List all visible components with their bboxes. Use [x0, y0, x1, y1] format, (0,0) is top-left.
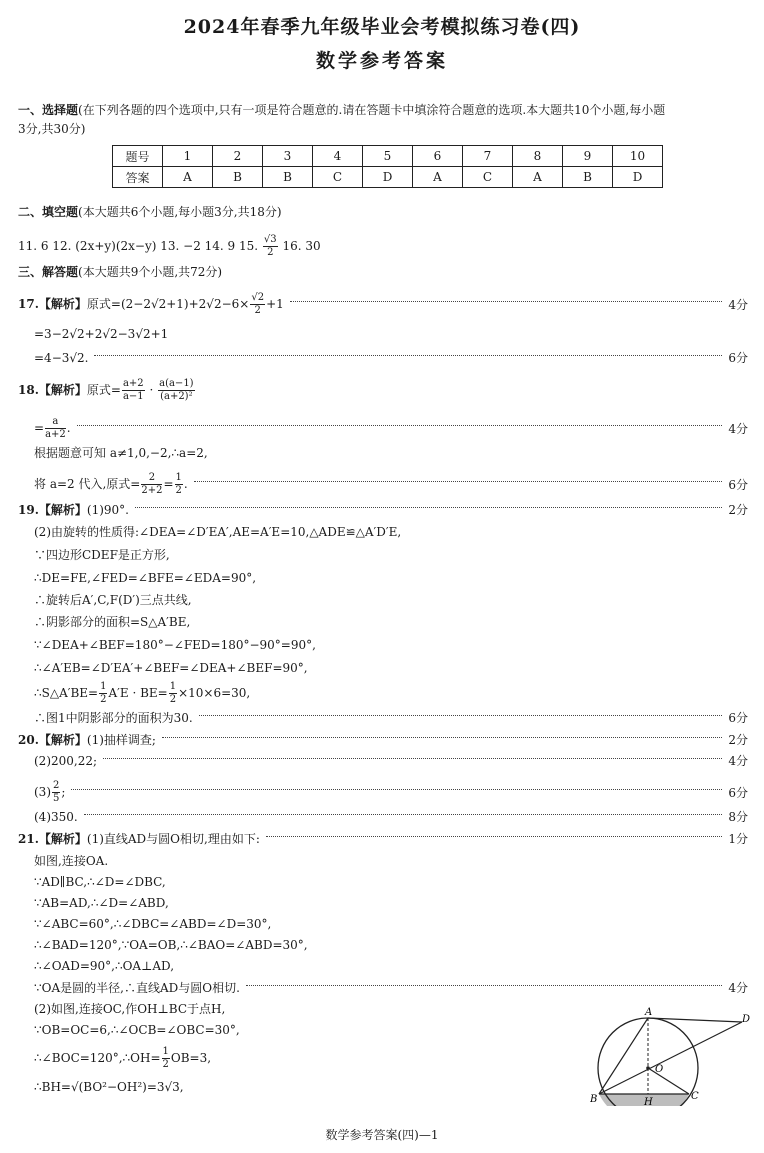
- q20-text: (2)200,22;: [34, 754, 98, 768]
- section1-heading: 一、选择题: [18, 103, 79, 117]
- answer-table-answer-row: [113, 167, 663, 188]
- fraction: [122, 378, 145, 403]
- table-cell: C: [313, 167, 363, 188]
- table-cell: 1: [163, 146, 213, 167]
- label-d: D: [742, 1014, 751, 1025]
- fraction-num: a+2: [122, 378, 144, 389]
- q17-text: +1: [266, 297, 284, 311]
- q17-line-2: =3−2√2+2√2−3√2+1: [34, 327, 169, 341]
- q19-line-5: ∴旋转后A′,C,F(D′)三点共线,: [34, 593, 192, 607]
- table-cell: B: [263, 167, 313, 188]
- q19-line-3: ∵四边形CDEF是正方形,: [34, 548, 170, 562]
- section3-heading-line: [18, 263, 748, 281]
- fraction-num: 1: [100, 681, 107, 692]
- table-cell: 7: [463, 146, 513, 167]
- q18-text: 原式=: [86, 383, 121, 397]
- table-cell: 5: [363, 146, 413, 167]
- page-subtitle: 数学参考答案: [315, 50, 448, 72]
- q19-line-4: ∴DE=FE,∠FED=∠BFE=∠EDA=90°,: [34, 571, 257, 585]
- table-cell: 8: [513, 146, 563, 167]
- label-c: C: [691, 1091, 699, 1102]
- circle-tangent-figure: [590, 1006, 754, 1106]
- q20-text: (4)350.: [34, 810, 78, 824]
- page-title: 2024年春季九年级毕业会考模拟练习卷(四): [183, 16, 581, 38]
- section2-answers: [18, 234, 748, 259]
- q20-text: ;: [61, 785, 66, 799]
- page-footer: 数学参考答案(四)—1: [325, 1128, 439, 1142]
- fraction-num: 2: [53, 780, 60, 791]
- score: 8分: [728, 810, 748, 824]
- fraction: [250, 292, 265, 317]
- q21-text: OB=3,: [170, 1051, 212, 1065]
- q18-text: =: [34, 421, 45, 435]
- section3-note: (本大题共9个小题,共72分): [78, 265, 223, 279]
- table-label-answer: 答案: [113, 167, 163, 188]
- leader-dots: [94, 355, 722, 356]
- section1-note-2: 3分,共30分): [18, 122, 86, 136]
- fraction: [175, 472, 183, 497]
- q17-label: 17.【解析】: [18, 297, 87, 311]
- leader-dots: [135, 507, 722, 508]
- q21-line-9: (2)如图,连接OC,作OH⊥BC于点H,: [34, 1002, 226, 1016]
- fraction-num: 1: [169, 681, 177, 692]
- q18-line-3: 根据题意可知 a≠1,0,−2,∴a=2,: [34, 446, 208, 460]
- q19-line-2: (2)由旋转的性质得:∠DEA=∠D′EA′,AE=A′E=10,△ADE≌△A′D′E,: [34, 525, 402, 539]
- fraction-num: √2: [251, 292, 265, 303]
- fraction-den: 5: [53, 793, 60, 804]
- fraction-den: 2: [254, 305, 261, 316]
- leader-dots: [199, 715, 723, 716]
- label-o: O: [655, 1064, 664, 1075]
- table-cell: A: [163, 167, 213, 188]
- fraction-den: 2: [162, 1059, 169, 1070]
- q18-text: ·: [145, 383, 158, 397]
- fraction-den: 2+2: [141, 485, 163, 496]
- q19-text: ∴S△A′BE=: [34, 686, 99, 700]
- table-label-number: 题号: [113, 146, 163, 167]
- q17-text: 原式=(2−2√2+1)+2√2−6×: [86, 297, 250, 311]
- q20-text: (3): [34, 785, 51, 799]
- leader-dots: [103, 758, 722, 759]
- fraction: [162, 1046, 170, 1071]
- q21-line-7: ∴∠OAD=90°,∴OA⊥AD,: [34, 959, 175, 973]
- table-cell: 4: [313, 146, 363, 167]
- q20-line-3: [34, 780, 748, 805]
- q21-line-1: [18, 830, 748, 848]
- line-bd: [599, 1022, 742, 1094]
- q20-line-4: [34, 808, 748, 826]
- leader-dots: [71, 789, 722, 790]
- q20-line-1: [18, 731, 748, 749]
- leader-dots: [77, 425, 723, 426]
- q21-label: 21.【解析】: [18, 832, 87, 846]
- q19-line-6: ∴阴影部分的面积=S△A′BE,: [34, 615, 191, 629]
- label-b: B: [590, 1094, 598, 1105]
- fraction-den: 2: [100, 694, 107, 705]
- score: 4分: [728, 297, 748, 312]
- q19-label: 19.【解析】: [18, 503, 87, 517]
- fraction: [158, 378, 194, 403]
- q21-line-8: [34, 979, 748, 997]
- fraction-num: 2: [141, 472, 162, 485]
- table-cell: C: [463, 167, 513, 188]
- q19-line-7: ∵∠DEA+∠BEF=180°−∠FED=180°−90°=90°,: [34, 638, 316, 652]
- section1-note: (在下列各题的四个选项中,只有一项是符合题意的.请在答题卡中填涂符合题意的选项.本大题共10个小题,每小题: [78, 103, 666, 117]
- q18-line-4: [34, 472, 748, 497]
- section1-heading-line: [18, 101, 748, 119]
- leader-dots: [194, 481, 723, 482]
- q19-text: A′E · BE=: [108, 686, 168, 700]
- q19-line-8: ∴∠A′EB=∠D′EA′+∠BEF=∠DEA+∠BEF=90°,: [34, 661, 308, 675]
- table-cell: B: [213, 167, 263, 188]
- fraction: [45, 416, 66, 441]
- table-cell: A: [413, 167, 463, 188]
- leader-dots: [290, 301, 723, 302]
- fraction: [141, 472, 162, 497]
- fraction-den: a−1: [122, 391, 144, 402]
- fraction-num: 1: [162, 1046, 169, 1057]
- score: 4分: [728, 754, 748, 768]
- leader-dots: [246, 985, 722, 986]
- section2-heading: 二、填空题: [18, 205, 79, 219]
- q19-text: (1)90°.: [86, 503, 129, 517]
- section2-note: (本大题共6个小题,每小题3分,共18分): [78, 205, 282, 219]
- score: 4分: [728, 981, 748, 995]
- fill-answers-a: 11. 6 12. (2x+y)(2x−y) 13. −2 14. 9 15.: [18, 239, 259, 253]
- table-cell: B: [563, 167, 613, 188]
- q17-text: =4−3√2.: [34, 351, 89, 365]
- fill-answers-b: 16. 30: [282, 239, 321, 253]
- q18-label: 18.【解析】: [18, 383, 87, 397]
- label-a: A: [645, 1007, 653, 1018]
- q17-line-3: [34, 349, 748, 367]
- q20-line-2: [34, 752, 748, 770]
- section3-heading: 三、解答题: [18, 265, 79, 279]
- table-cell: D: [363, 167, 413, 188]
- fraction: [99, 681, 107, 706]
- q21-line-6: ∴∠BAD=120°,∵OA=OB,∴∠BAO=∠ABD=30°,: [34, 938, 308, 952]
- q21-line-5: ∵∠ABC=60°,∴∠DBC=∠ABD=∠D=30°,: [34, 917, 272, 931]
- q20-label: 20.【解析】: [18, 733, 87, 747]
- line-ab: [599, 1018, 648, 1094]
- center-point: [646, 1066, 650, 1070]
- score: 1分: [728, 832, 748, 846]
- score: 4分: [728, 421, 748, 436]
- fraction-num: √3: [263, 234, 277, 245]
- q20-text: (1)抽样调查;: [86, 733, 156, 747]
- score: 2分: [728, 733, 748, 747]
- fraction-num: 1: [175, 472, 182, 483]
- q18-line-1: [18, 378, 748, 403]
- q21-text: ∴∠BOC=120°,∴OH=: [34, 1051, 161, 1065]
- circle-o: [598, 1018, 698, 1106]
- q18-text: .: [66, 421, 71, 435]
- fraction-num: a: [45, 416, 66, 429]
- table-cell: D: [613, 167, 663, 188]
- score: 6分: [728, 477, 748, 492]
- table-cell: A: [513, 167, 563, 188]
- fraction-den: a+2: [45, 429, 66, 440]
- score: 6分: [728, 351, 748, 365]
- label-h: H: [644, 1097, 653, 1106]
- q18-text: .: [183, 477, 188, 491]
- table-cell: 9: [563, 146, 613, 167]
- q21-line-3: ∵AD∥BC,∴∠D=∠DBC,: [34, 875, 166, 889]
- q18-text: 将 a=2 代入,原式=: [34, 477, 141, 491]
- q18-text: =: [163, 477, 174, 491]
- q21-line-12: ∴BH=√(BO²−OH²)=3√3,: [34, 1080, 184, 1094]
- table-cell: 10: [613, 146, 663, 167]
- fraction: [52, 780, 60, 805]
- leader-dots: [162, 737, 722, 738]
- score: 6分: [728, 711, 748, 725]
- fraction-num: a(a−1): [159, 378, 194, 389]
- q21-line-2: 如图,连接OA.: [34, 854, 109, 868]
- q17-line-1: [18, 292, 748, 317]
- table-cell: 3: [263, 146, 313, 167]
- q19-text: ∴图1中阴影部分的面积为30.: [34, 711, 193, 725]
- fraction: [263, 234, 278, 259]
- q21-line-4: ∵AB=AD,∴∠D=∠ABD,: [34, 896, 169, 910]
- leader-dots: [84, 814, 723, 815]
- q19-line-9: [34, 681, 748, 706]
- q21-text: ∵OA是圆的半径,∴直线AD与圆O相切.: [34, 981, 240, 995]
- q19-text: ×10×6=30,: [178, 686, 251, 700]
- answer-table-header-row: [113, 146, 663, 167]
- fraction-den: 2: [267, 247, 274, 258]
- fraction-den: 2: [175, 485, 182, 496]
- q19-line-1: [18, 501, 748, 519]
- score: 2分: [728, 503, 748, 517]
- q18-line-2: [34, 416, 748, 441]
- fraction-den: 2: [169, 694, 177, 705]
- q21-text: (1)直线AD与圆O相切,理由如下:: [86, 832, 260, 846]
- fraction: [169, 681, 177, 706]
- table-cell: 6: [413, 146, 463, 167]
- answer-table: [112, 145, 663, 188]
- leader-dots: [266, 836, 722, 837]
- table-cell: 2: [213, 146, 263, 167]
- section2-heading-line: [18, 203, 748, 221]
- score: 6分: [728, 785, 748, 800]
- q19-line-10: [34, 709, 748, 727]
- q21-line-10: ∵OB=OC=6,∴∠OCB=∠OBC=30°,: [34, 1023, 240, 1037]
- fraction-den: (a+2)²: [160, 391, 193, 402]
